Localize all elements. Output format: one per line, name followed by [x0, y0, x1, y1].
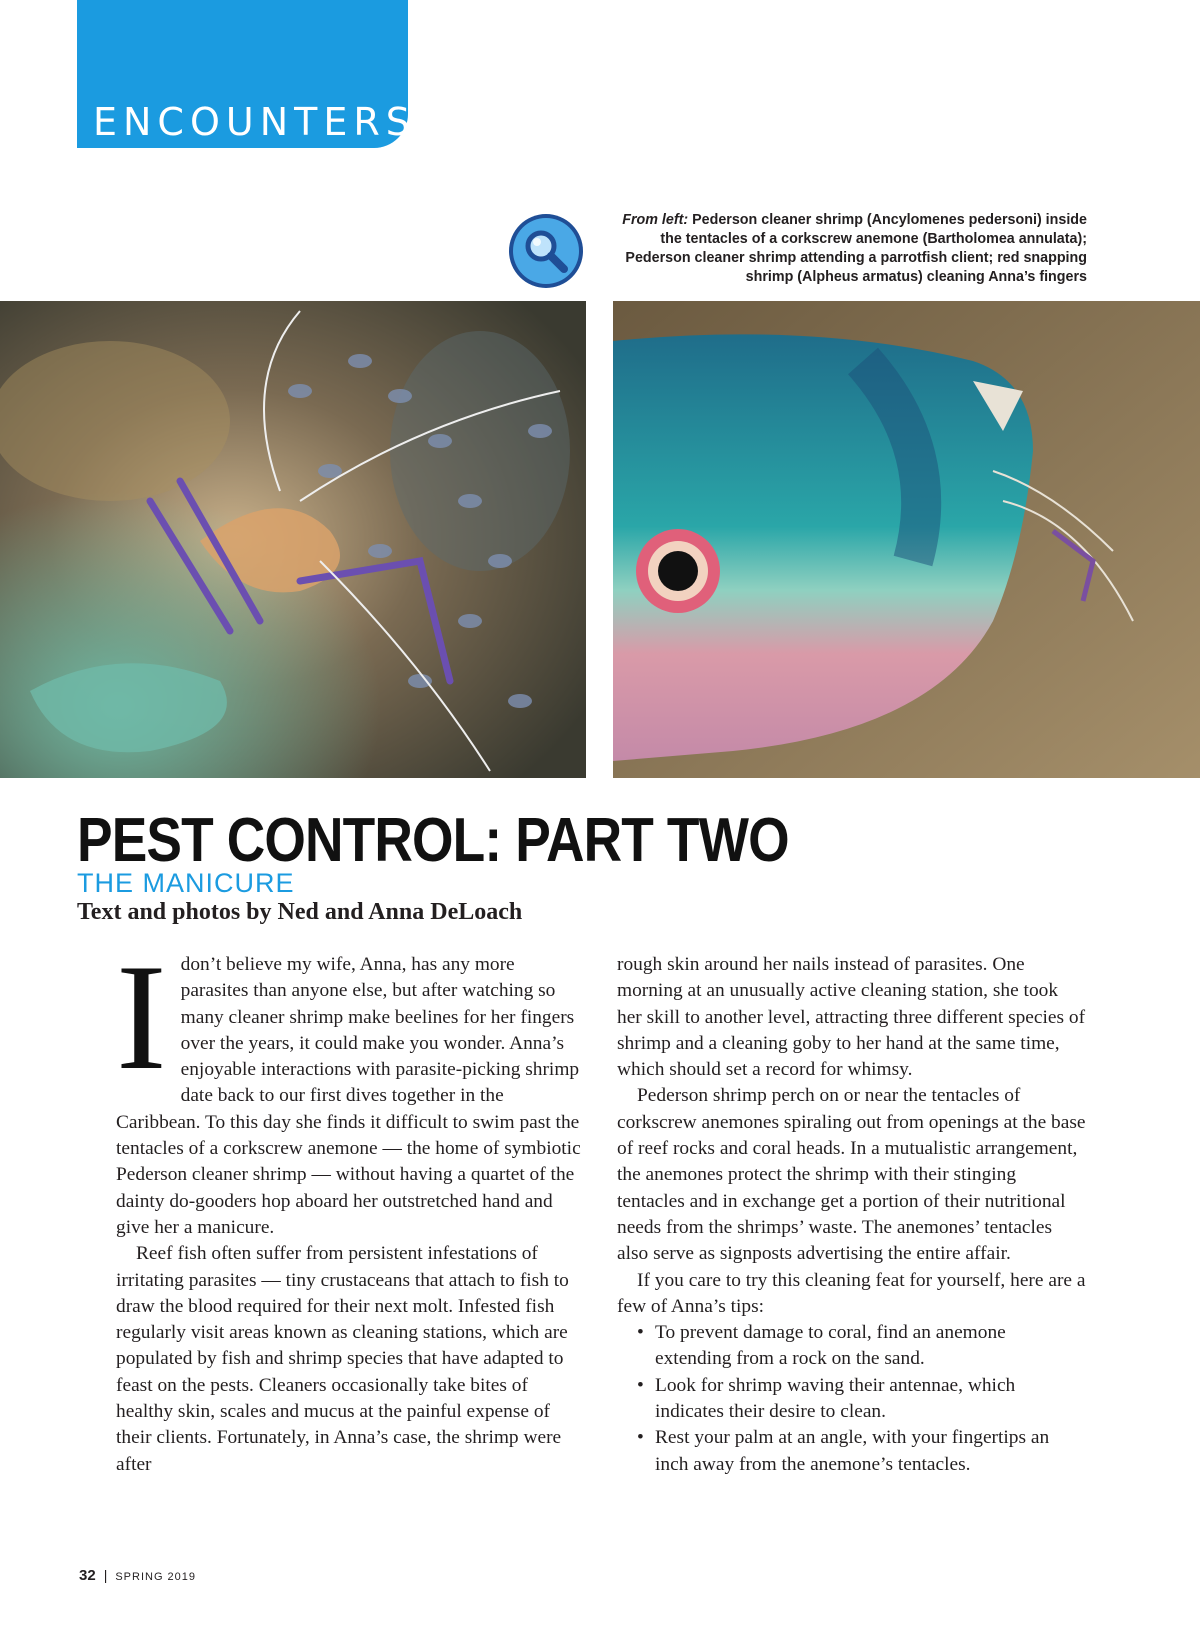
pederson-shrimp-in-anemone-photo — [0, 301, 586, 778]
bullet: • — [637, 1427, 644, 1449]
list-item — [617, 1320, 1087, 1373]
magnifier-icon[interactable] — [507, 212, 585, 290]
photo-caption — [600, 211, 1087, 287]
paragraph: If you care to try this cleaning feat for yourself, here are a few of Anna’s tips: — [617, 1269, 1086, 1317]
shrimp-cleaning-parrotfish-photo — [613, 301, 1200, 778]
paragraph-text: don’t believe my wife, Anna, has any more parasites than anyone else, but after watching so many cleaner shrimp make beelines for her fingers over the years, it could make you wonder. Anna’s enjoyable interactions with parasite-picking shrimp date back to our first dives together in the Caribbean. To this day she finds it difficult to swim past the tentacles of a corkscrew anemone — the home of symbiotic Pederson cleaner shrimp — without having a quartet of the dainty do-gooders hop aboard her outstretched hand and give her a manicure. — [116, 954, 581, 1238]
list-item — [617, 1373, 1087, 1426]
caption-text: Pederson cleaner shrimp (Ancylomenes pedersoni) inside the tentacles of a corkscrew anemone (Bartholomea annulata); Pederson cleaner shrimp attending a parrotfish client; red snapping shrimp (Alpheus armatus) cleaning Anna’s fingers — [625, 212, 1087, 285]
tip-text: To prevent damage to coral, find an anemone extending from a rock on the sand. — [655, 1322, 1006, 1370]
article-column-left — [116, 933, 586, 1478]
bullet: • — [637, 1374, 644, 1396]
paragraph: Pederson shrimp perch on or near the tentacles of corkscrew anemones spiraling out from openings at the base of reef rocks and coral heads. In a mutualistic arrangement, the anemones protect the shrimp with their stinging tentacles and in exchange get a portion of their nutritional needs from the shrimps’ waste. The anemones’ tentacles also serve as signposts advertising the entire affair. — [617, 1085, 1086, 1265]
footer-separator: | — [103, 1567, 108, 1583]
article-subhead: THE MANICURE — [77, 868, 295, 898]
bullet: • — [637, 1322, 644, 1344]
page-footer — [79, 1567, 196, 1584]
article-headline: PEST CONTROL: PART TWO — [77, 806, 789, 875]
issue-label: SPRING 2019 — [115, 1571, 197, 1583]
paragraph: Reef fish often suffer from persistent infestations of irritating parasites — tiny crustaceans that attach to fish to draw the blood required for their next molt. Infested fish regularly visit areas known as cleaning stations, which are populated by fish and shrimp species that have adapted to feast on the pests. Cleaners occasionally take bites of healthy skin, scales and mucus at the painful expense of their clients. Fortunately, in Anna’s case, the shrimp were after — [116, 1243, 569, 1475]
drop-cap: I — [116, 933, 167, 1101]
article-column-right — [617, 952, 1087, 1478]
caption-lead: From left: — [622, 212, 689, 228]
page-number: 32 — [79, 1567, 96, 1584]
paragraph: rough skin around her nails instead of parasites. One morning at an unusually active cleaning station, she took her skill to another level, attracting three different species of shrimp and a cleaning goby to her hand at the same time, which should set a record for whimsy. — [617, 954, 1086, 1081]
tip-text: Look for shrimp waving their antennae, which indicates their desire to clean. — [655, 1374, 1016, 1423]
article-byline: Text and photos by Ned and Anna DeLoach — [77, 899, 523, 925]
paragraph — [116, 933, 586, 1241]
tips-list — [617, 1320, 1087, 1478]
section-tab — [77, 0, 416, 148]
tip-text: Rest your palm at an angle, with your fingertips an inch away from the anemone’s tentacles. — [655, 1427, 1050, 1475]
list-item — [617, 1425, 1087, 1478]
section-label: ENCOUNTERS — [93, 100, 416, 144]
